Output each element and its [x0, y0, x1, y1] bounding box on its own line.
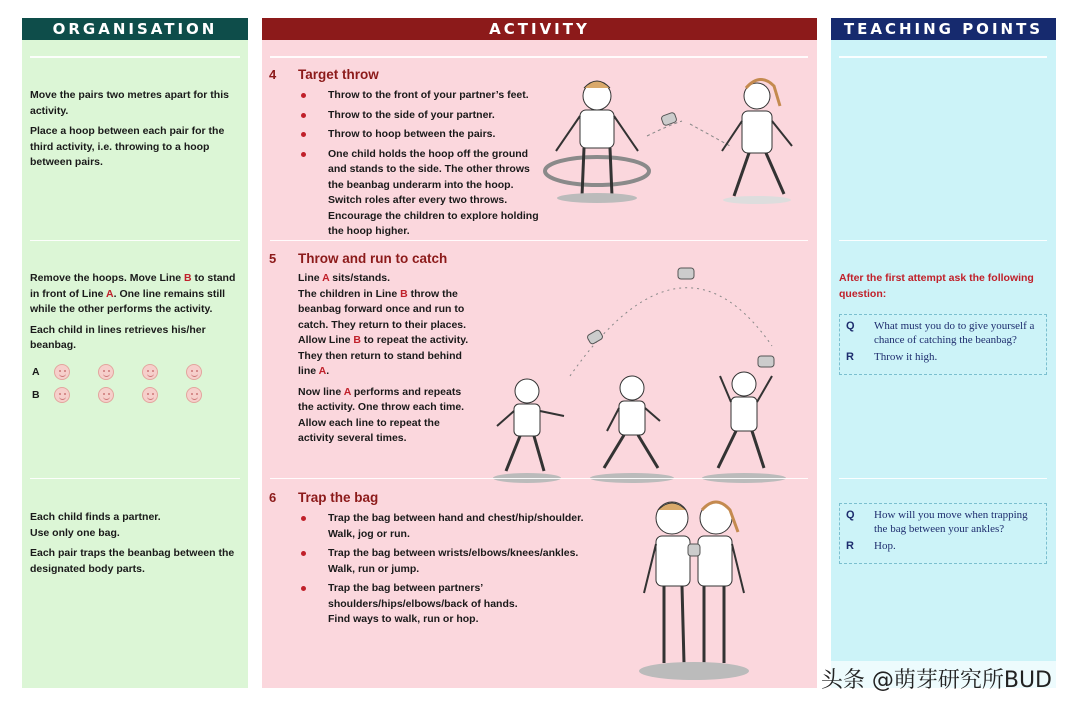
divider: [270, 240, 808, 241]
response-key: R: [846, 540, 854, 552]
a5-line3: Now line A performs and repeats the activity. One throw each time. Allow each line to repeat the activity several times.: [298, 385, 465, 444]
child-face-icon: [186, 364, 202, 380]
list-item: Trap the bag between wrists/elbows/knees/ankles. Walk, run or jump.: [298, 546, 598, 577]
org6-p1: Each child finds a partner.: [30, 511, 161, 523]
child-face-icon: [142, 387, 158, 403]
activity-5-text: [298, 271, 478, 452]
watermark: 头条 @萌芽研究所BUD: [817, 661, 1056, 696]
target-throw-illustration: [542, 66, 812, 206]
organisation-block-6: [30, 510, 242, 582]
org4-p2: Place a hoop between each pair for the third activity, i.e. throwing to a hoop between pairs.: [30, 125, 225, 168]
question-text: What must you do to give yourself a chance of catching the beanbag?: [874, 320, 1035, 346]
child-face-icon: [54, 364, 70, 380]
divider: [270, 56, 808, 58]
organisation-block-5: [30, 271, 242, 359]
child-face-icon: [98, 364, 114, 380]
activity-6-number: 6: [269, 490, 277, 505]
org5-p2: Each child in lines retrieves his/her beanbag.: [30, 323, 206, 351]
divider: [270, 478, 808, 479]
divider: [839, 56, 1047, 58]
activity-6-title: Trap the bag: [298, 490, 379, 505]
child-face-icon: [54, 387, 70, 403]
child-figure: [718, 372, 772, 468]
question-text: How will you move when trapping the bag between your ankles?: [874, 509, 1028, 535]
child-face-icon: [186, 387, 202, 403]
trap-the-bag-illustration: [634, 488, 754, 683]
org6-p3: Each pair traps the beanbag between the designated body parts.: [30, 547, 235, 575]
divider: [30, 56, 240, 58]
a5-line1: Line A sits/stands.: [298, 272, 391, 284]
child-figure: [604, 376, 660, 468]
activity-5-number: 5: [269, 251, 277, 266]
list-item: Throw to hoop between the pairs.: [298, 127, 638, 143]
list-item: Trap the bag between partners’ shoulders/hips/elbows/back of hands. Find ways to walk, run or hop.: [298, 581, 528, 628]
organisation-column: [22, 18, 248, 688]
divider: [839, 240, 1047, 241]
qa-box-2: [839, 503, 1047, 564]
line-b-label: B: [32, 389, 40, 401]
org5-p1: Remove the hoops. Move Line B to stand in front of Line A. One line remains still while the other performs the activity.: [30, 272, 236, 315]
divider: [30, 478, 240, 479]
response-row: [846, 351, 1040, 365]
response-text: Throw it high.: [874, 351, 938, 363]
teaching-points-header: TEACHING POINTS: [831, 18, 1056, 40]
list-item: Trap the bag between hand and chest/hip/shoulder. Walk, jog or run.: [298, 511, 598, 542]
organisation-block-4: [30, 88, 242, 176]
activity-header: ACTIVITY: [262, 18, 817, 40]
response-row: [846, 540, 1040, 554]
question-row: [846, 509, 1040, 536]
response-text: Hop.: [874, 540, 896, 552]
org6-p2: Use only one bag.: [30, 526, 120, 539]
activity-4-title: Target throw: [298, 67, 379, 82]
child-face-icon: [142, 364, 158, 380]
question-row: [846, 320, 1040, 347]
divider: [30, 240, 240, 241]
list-item: One child holds the hoop off the ground and stands to the side. The other throws the beanbag underarm into the hoop. Switch roles after every two throws. Encourage the children to explore holding the hoop higher.: [298, 147, 548, 240]
qa-box-1: [839, 314, 1047, 375]
activity-5-title: Throw and run to catch: [298, 251, 448, 266]
organisation-header: ORGANISATION: [22, 18, 248, 40]
activity-4-number: 4: [269, 67, 277, 82]
throw-and-run-illustration: [482, 246, 802, 476]
teaching-points-column: [831, 18, 1056, 688]
child-face-icon: [98, 387, 114, 403]
line-a-label: A: [32, 366, 40, 378]
child-figure: [497, 379, 564, 471]
question-key: Q: [846, 509, 855, 521]
activity-6-list: [298, 511, 598, 632]
a5-line2: The children in Line B throw the beanbag forward once and run to catch. They return to their places. Allow Line B to repeat the activity. They then return to stand behind line A.: [298, 287, 469, 377]
list-item: Throw to the front of your partner’s feet.: [298, 88, 638, 104]
question-key: Q: [846, 320, 855, 332]
org4-p1: Move the pairs two metres apart for this activity.: [30, 89, 229, 117]
divider: [839, 478, 1047, 479]
list-item: Throw to the side of your partner.: [298, 108, 638, 124]
response-key: R: [846, 351, 854, 363]
line-b-row: [32, 387, 230, 403]
line-a-row: [32, 364, 230, 380]
teaching-intro: After the first attempt ask the following question:: [839, 272, 1034, 300]
activity-column: [262, 18, 817, 688]
